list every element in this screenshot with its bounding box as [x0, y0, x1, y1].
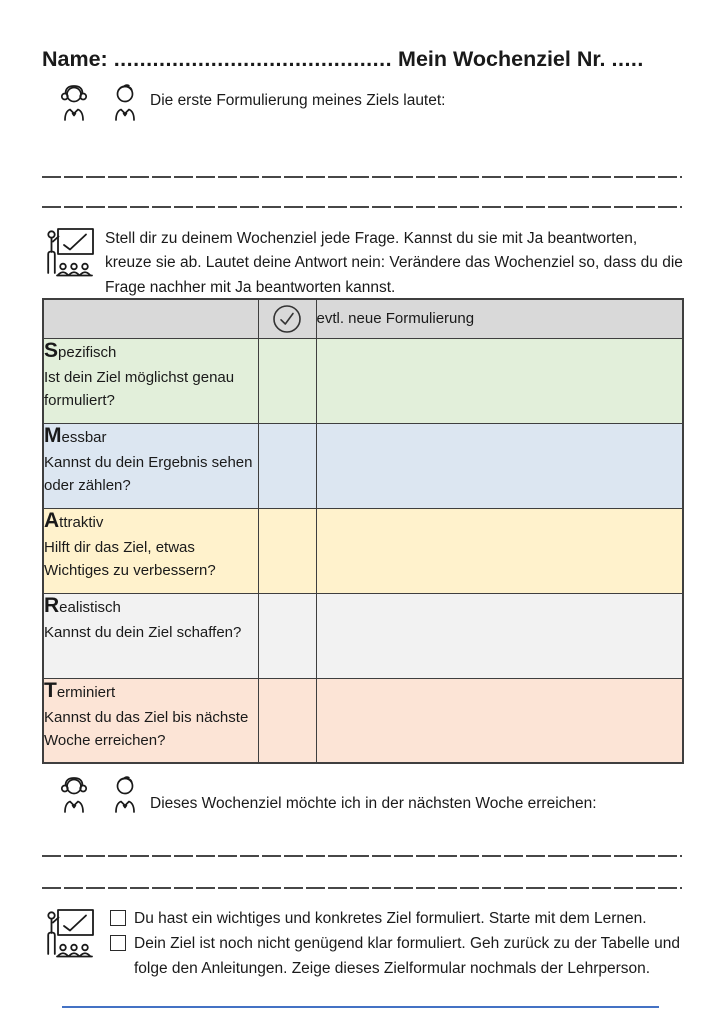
checklist-item-text: Du hast ein wichtiges und konkretes Ziel formuliert. Starte mit dem Lernen. — [134, 910, 647, 927]
girl-student-icon — [54, 774, 94, 814]
criterion-word: ealistisch — [59, 598, 121, 616]
page-title — [42, 44, 682, 74]
number-fill-line[interactable]: ..... — [611, 47, 644, 71]
criterion-label — [43, 423, 258, 508]
check-input-cell[interactable] — [258, 508, 316, 593]
smart-criteria-table — [42, 298, 684, 764]
criterion-letter: T — [44, 678, 57, 702]
check-input-cell[interactable] — [258, 678, 316, 763]
new-formulation-input-cell[interactable] — [316, 593, 683, 678]
checklist-item — [110, 906, 688, 931]
criterion-question: Kannst du das Ziel bis nächste Woche erreichen? — [44, 708, 249, 749]
criterion-word: ttraktiv — [59, 513, 104, 531]
teacher-checklist — [110, 906, 688, 981]
criterion-label — [43, 508, 258, 593]
criterion-word: pezifisch — [58, 343, 117, 361]
name-label: Name: — [42, 47, 108, 71]
new-formulation-input-cell[interactable] — [316, 678, 683, 763]
writing-line[interactable] — [42, 855, 682, 857]
new-formulation-input-cell[interactable] — [316, 508, 683, 593]
students-icons-bottom — [54, 774, 145, 814]
new-formulation-input-cell[interactable] — [316, 423, 683, 508]
check-input-cell[interactable] — [258, 423, 316, 508]
criterion-word: essbar — [61, 428, 107, 446]
worksheet-title: Mein Wochenziel Nr. — [398, 47, 606, 71]
table-row-terminiert — [43, 678, 683, 763]
boy-student-icon — [105, 82, 145, 122]
writing-line[interactable] — [42, 206, 682, 208]
table-row-attraktiv — [43, 508, 683, 593]
table-header-row — [43, 299, 683, 338]
teacher-presentation-icon — [44, 226, 96, 280]
writing-line[interactable] — [42, 176, 682, 178]
table-row-messbar — [43, 423, 683, 508]
criterion-question: Kannst du dein Ziel schaffen? — [44, 623, 242, 641]
criterion-label — [43, 678, 258, 763]
students-icons-top — [54, 82, 145, 122]
criterion-letter: A — [44, 508, 60, 532]
instruction-text: Stell dir zu deinem Wochenziel jede Frage. Kannst du sie mit Ja beantworten, kreuze sie ab. Lautet deine Antwort nein: Verändere das Wochenziel so, dass du die Frage nachher mit Ja beantworten kannst. — [105, 230, 683, 296]
empty-checkbox-icon[interactable] — [110, 910, 126, 926]
new-formulation-input-cell[interactable] — [316, 338, 683, 423]
check-input-cell[interactable] — [258, 593, 316, 678]
table-header-new-formulation: evtl. neue Formulierung — [316, 299, 683, 338]
final-goal-prompt: Dieses Wochenziel möchte ich in der nächsten Woche erreichen: — [150, 795, 597, 812]
teacher-presentation-icon — [44, 907, 96, 961]
criterion-label — [43, 593, 258, 678]
criterion-letter: S — [44, 338, 59, 362]
writing-line[interactable] — [42, 887, 682, 889]
criterion-letter: M — [44, 423, 62, 447]
table-header-check-cell — [258, 299, 316, 338]
empty-checkbox-icon[interactable] — [110, 935, 126, 951]
check-input-cell[interactable] — [258, 338, 316, 423]
criterion-question: Ist dein Ziel möglichst genau formuliert? — [44, 368, 235, 409]
criterion-label — [43, 338, 258, 423]
criterion-question: Kannst du dein Ergebnis sehen oder zählen? — [44, 453, 253, 494]
first-goal-prompt: Die erste Formulierung meines Ziels lautet: — [150, 92, 446, 109]
circled-checkmark-icon — [259, 303, 316, 335]
criterion-letter: R — [44, 593, 60, 617]
checklist-item-text: Dein Ziel ist noch nicht genügend klar formuliert. Geh zurück zu der Tabelle und folge den Anleitungen. Zeige dieses Zielformular nochmals der Lehrperson. — [134, 935, 680, 977]
boy-student-icon — [105, 774, 145, 814]
criterion-word: erminiert — [56, 683, 116, 701]
footer-divider — [62, 1006, 659, 1008]
table-row-realistisch — [43, 593, 683, 678]
criterion-question: Hilft dir das Ziel, etwas Wichtiges zu verbessern? — [44, 538, 216, 579]
table-header-empty-cell — [43, 299, 258, 338]
name-fill-line[interactable]: ........................................... — [113, 47, 393, 71]
girl-student-icon — [54, 82, 94, 122]
checklist-item — [110, 931, 688, 981]
table-row-spezifisch — [43, 338, 683, 423]
